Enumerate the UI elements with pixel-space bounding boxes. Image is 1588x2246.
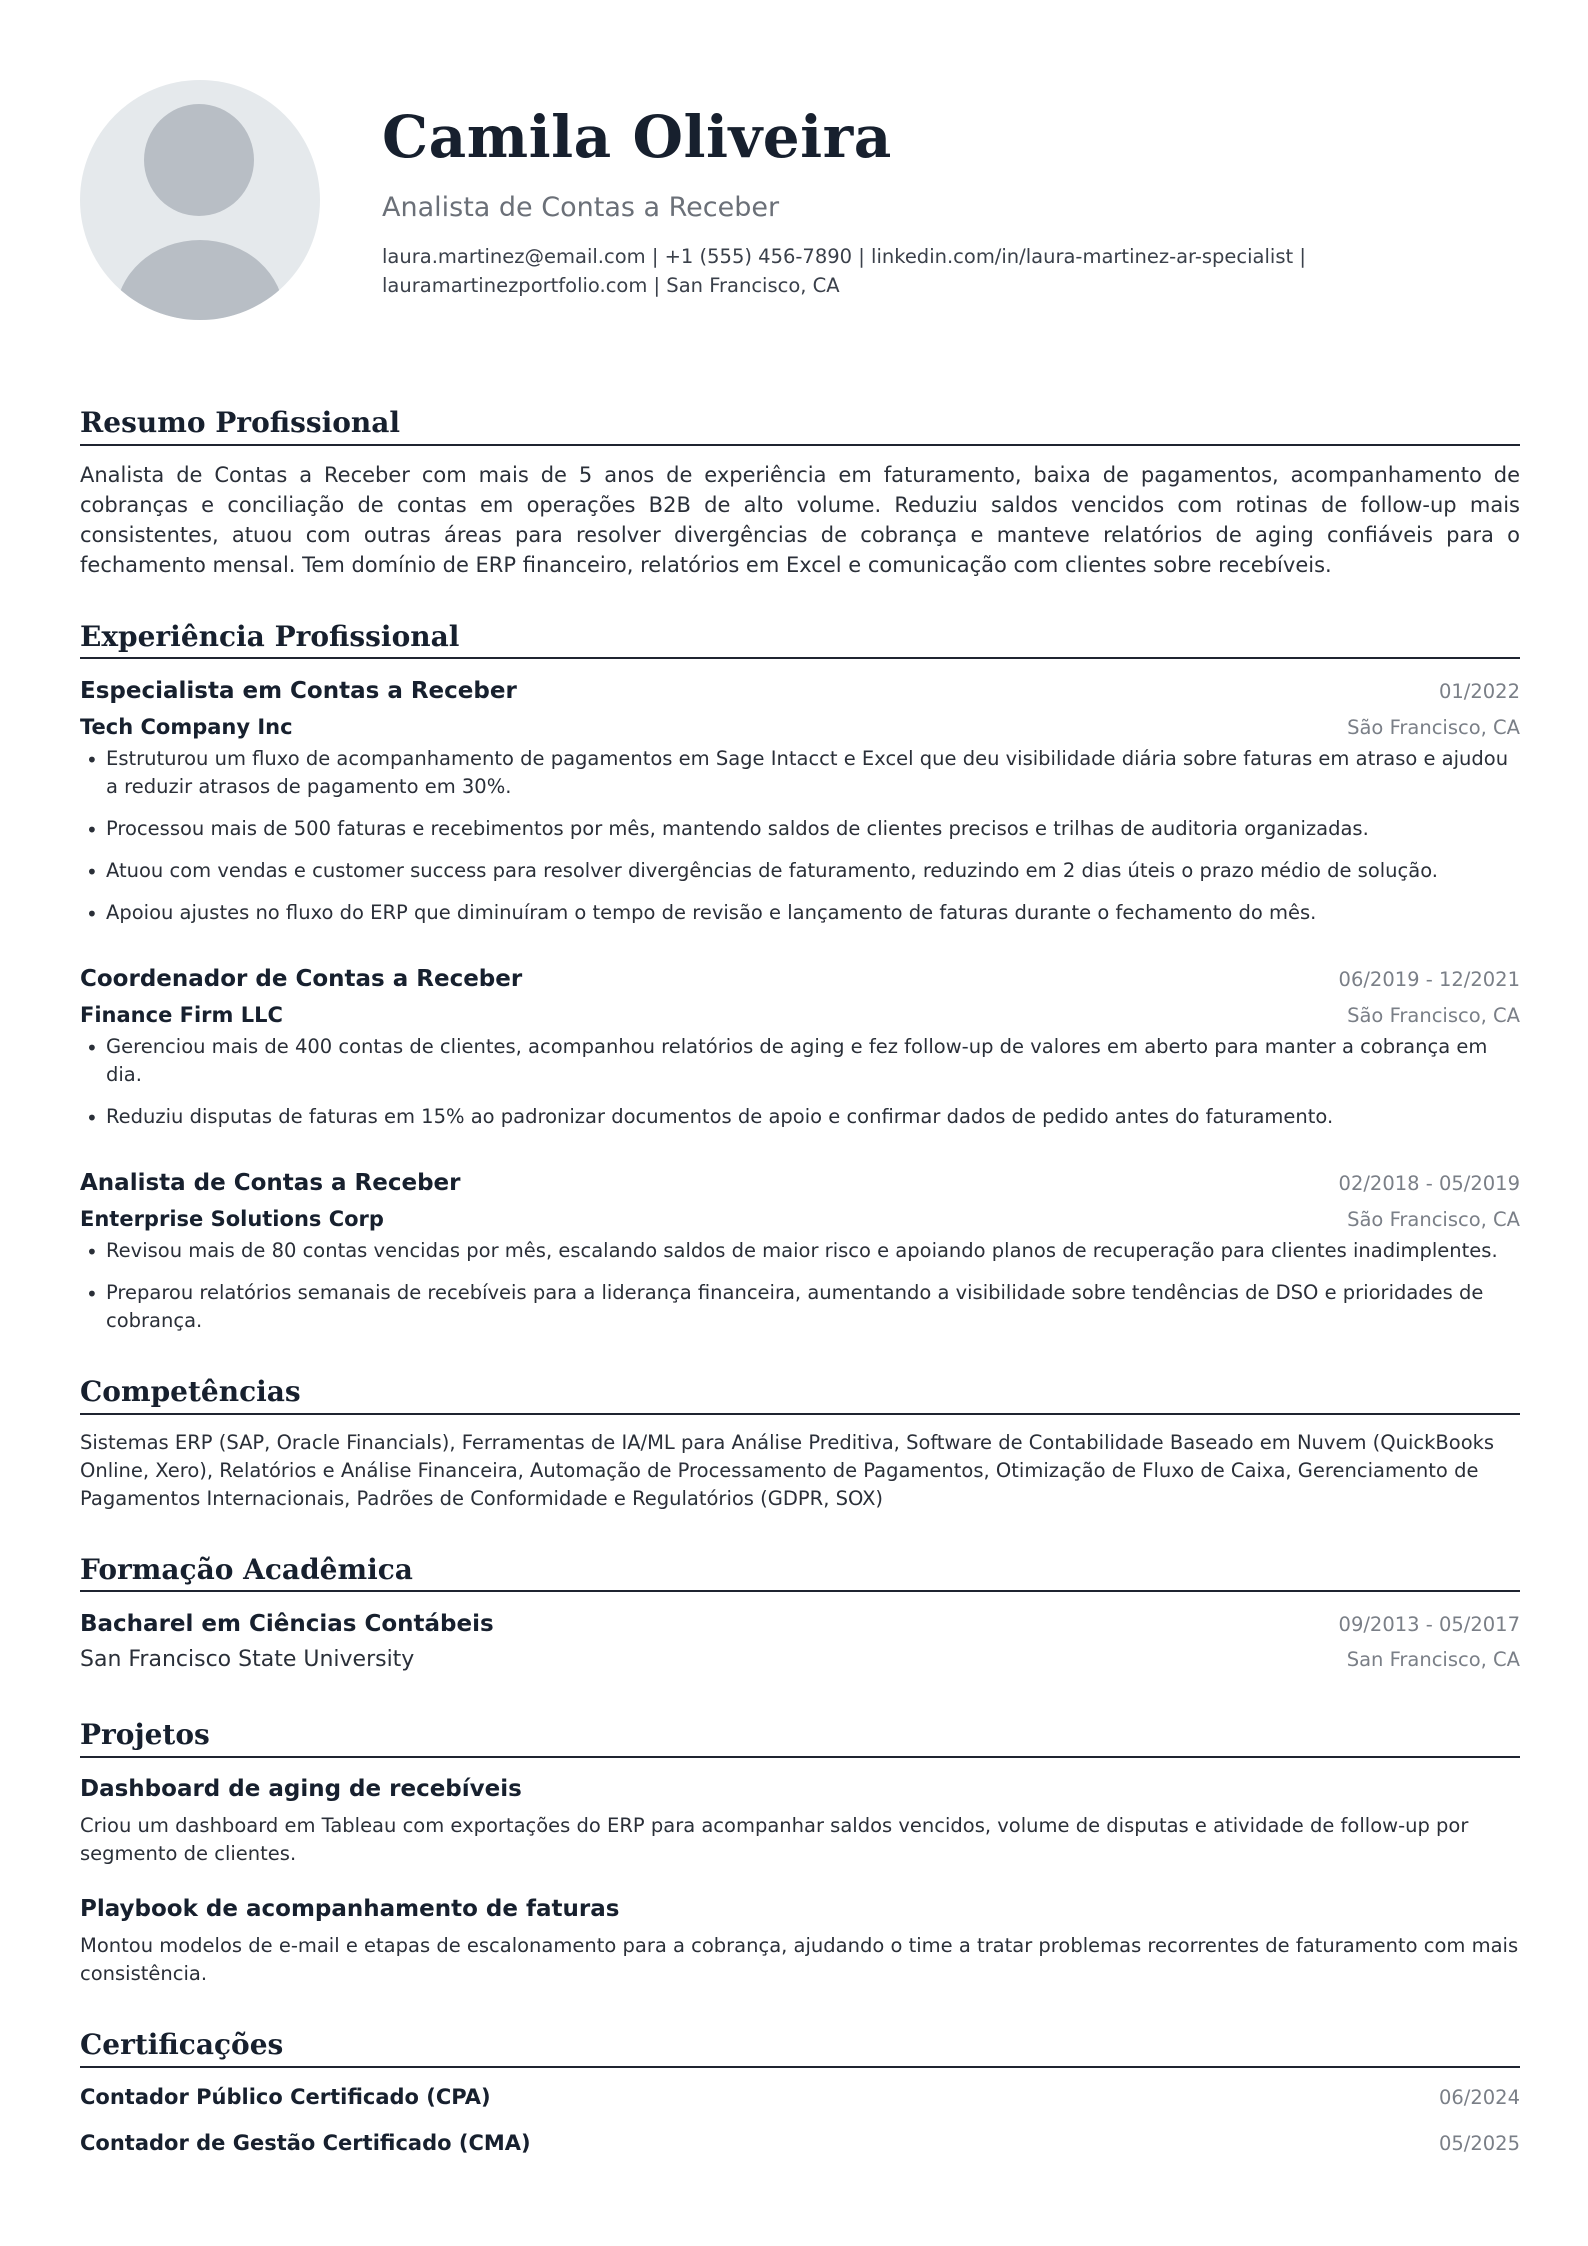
job-title: Coordenador de Contas a Receber [80, 966, 523, 993]
job-bullets [80, 1237, 1520, 1335]
section-title-projects: Projetos [80, 1718, 1520, 1758]
skills-section [80, 1375, 1520, 1513]
candidate-title: Analista de Contas a Receber [382, 191, 780, 223]
project-title: Playbook de acompanhamento de faturas [80, 1895, 620, 1922]
certification-date: 06/2024 [1438, 2085, 1520, 2109]
projects-section [80, 1718, 1520, 1988]
project-description: Montou modelos de e-mail e etapas de escalonamento para a cobrança, ajudando o time a tratar problemas recorrentes de faturamento com mais consistência. [80, 1933, 1519, 1985]
resume-header [80, 0, 1520, 360]
education-degree: Bacharel em Ciências Contábeis [80, 1611, 494, 1638]
bullet-item: • Estruturou um fluxo de acompanhamento de pagamentos em Sage Intacct e Excel que deu visibilidade diária sobre faturas em atraso e ajudou a reduzir atrasos de pagamento em 30%. [80, 745, 1520, 801]
contact-line-2: lauramartinezportfolio.com | San Francisco, CA [382, 274, 840, 298]
job-date: 06/2019 - 12/2021 [1338, 968, 1520, 992]
bullet-item: • Reduziu disputas de faturas em 15% ao padronizar documentos de apoio e confirmar dados de pedido antes do faturamento. [80, 1103, 1520, 1131]
experience-section [80, 620, 1520, 1336]
certification-name: Contador de Gestão Certificado (CMA) [80, 2130, 531, 2155]
job-title: Especialista em Contas a Receber [80, 678, 517, 705]
section-title-skills: Competências [80, 1375, 1520, 1415]
job-title: Analista de Contas a Receber [80, 1170, 461, 1197]
bullet-item: • Preparou relatórios semanais de recebíveis para a liderança financeira, aumentando a visibilidade sobre tendências de DSO e prioridades de cobrança. [80, 1279, 1520, 1335]
header-text [382, 103, 1520, 300]
bullet-item: • Processou mais de 500 faturas e recebimentos por mês, mantendo saldos de clientes precisos e trilhas de auditoria organizadas. [80, 815, 1520, 843]
section-title-summary: Resumo Profissional [80, 406, 1520, 446]
candidate-name: Camila Oliveira [382, 103, 892, 171]
summary-section [80, 406, 1520, 580]
summary-text: Analista de Contas a Receber com mais de 5 anos de experiência em faturamento, baixa de pagamentos, acompanhamento de cobranças e conciliação de contas em operações B2B de alto volume. Reduziu saldos vencidos com rotinas de follow-up mais consistentes, atuou com outras áreas para resolver divergências de cobrança e manteve relatórios de aging confiáveis para o fechamento mensal. Tem domínio de ERP financeiro, relatórios em Excel e comunicação com clientes sobre recebíveis. [80, 462, 1520, 577]
job-bullets [80, 745, 1520, 927]
certification-item [80, 2082, 1520, 2112]
project-item [80, 1772, 1520, 1868]
avatar [80, 80, 320, 320]
contact-line-1: laura.martinez@email.com | +1 (555) 456-7890 | linkedin.com/in/laura-martinez-ar-specialist | [382, 245, 1306, 269]
job-company: Enterprise Solutions Corp [80, 1207, 384, 1232]
skills-text: Sistemas ERP (SAP, Oracle Financials), Ferramentas de IA/ML para Análise Preditiva, Software de Contabilidade Baseado em Nuvem (QuickBooks Online, Xero), Relatórios e Análise Financeira, Automação de Processamento de Pagamentos, Otimização de Fluxo de Caixa, Gerenciamento de Pagamentos Internacionais, Padrões de Conformidade e Regulatórios (GDPR, SOX) [80, 1430, 1495, 1510]
job-bullets [80, 1033, 1520, 1131]
section-title-education: Formação Acadêmica [80, 1553, 1520, 1593]
education-date: 09/2013 - 05/2017 [1338, 1613, 1520, 1637]
section-title-experience: Experiência Profissional [80, 620, 1520, 660]
avatar-body-shape [116, 240, 284, 320]
job-entry [80, 1165, 1520, 1335]
project-title: Dashboard de aging de recebíveis [80, 1775, 522, 1802]
project-item [80, 1892, 1520, 1988]
bullet-item: • Gerenciou mais de 400 contas de clientes, acompanhou relatórios de aging e fez follow-up de valores em aberto para manter a cobrança em dia. [80, 1033, 1520, 1089]
job-entry [80, 673, 1520, 927]
bullet-item: • Revisou mais de 80 contas vencidas por mês, escalando saldos de maior risco e apoiando planos de recuperação para clientes inadimplentes. [80, 1237, 1520, 1265]
contact-info [382, 242, 1312, 300]
bullet-item: • Apoiou ajustes no fluxo do ERP que diminuíram o tempo de revisão e lançamento de faturas durante o fechamento do mês. [80, 899, 1520, 927]
job-location: São Francisco, CA [1347, 716, 1520, 740]
bullet-item: • Atuou com vendas e customer success para resolver divergências de faturamento, reduzindo em 2 dias úteis o prazo médio de solução. [80, 857, 1520, 885]
job-location: São Francisco, CA [1347, 1208, 1520, 1232]
certifications-section [80, 2028, 1520, 2158]
project-description: Criou um dashboard em Tableau com exportações do ERP para acompanhar saldos vencidos, volume de disputas e atividade de follow-up por segmento de clientes. [80, 1813, 1469, 1865]
education-location: San Francisco, CA [1346, 1648, 1520, 1672]
certification-date: 05/2025 [1438, 2131, 1520, 2155]
avatar-head-shape [144, 104, 254, 216]
job-company: Finance Firm LLC [80, 1003, 283, 1028]
job-date: 02/2018 - 05/2019 [1338, 1172, 1520, 1196]
certification-name: Contador Público Certificado (CPA) [80, 2084, 491, 2109]
section-title-certifications: Certificações [80, 2028, 1520, 2068]
education-school: San Francisco State University [80, 1647, 415, 1673]
certification-item [80, 2128, 1520, 2158]
job-company: Tech Company Inc [80, 715, 293, 740]
job-location: São Francisco, CA [1347, 1004, 1520, 1028]
education-section [80, 1553, 1520, 1679]
job-date: 01/2022 [1438, 680, 1520, 704]
job-entry [80, 961, 1520, 1131]
